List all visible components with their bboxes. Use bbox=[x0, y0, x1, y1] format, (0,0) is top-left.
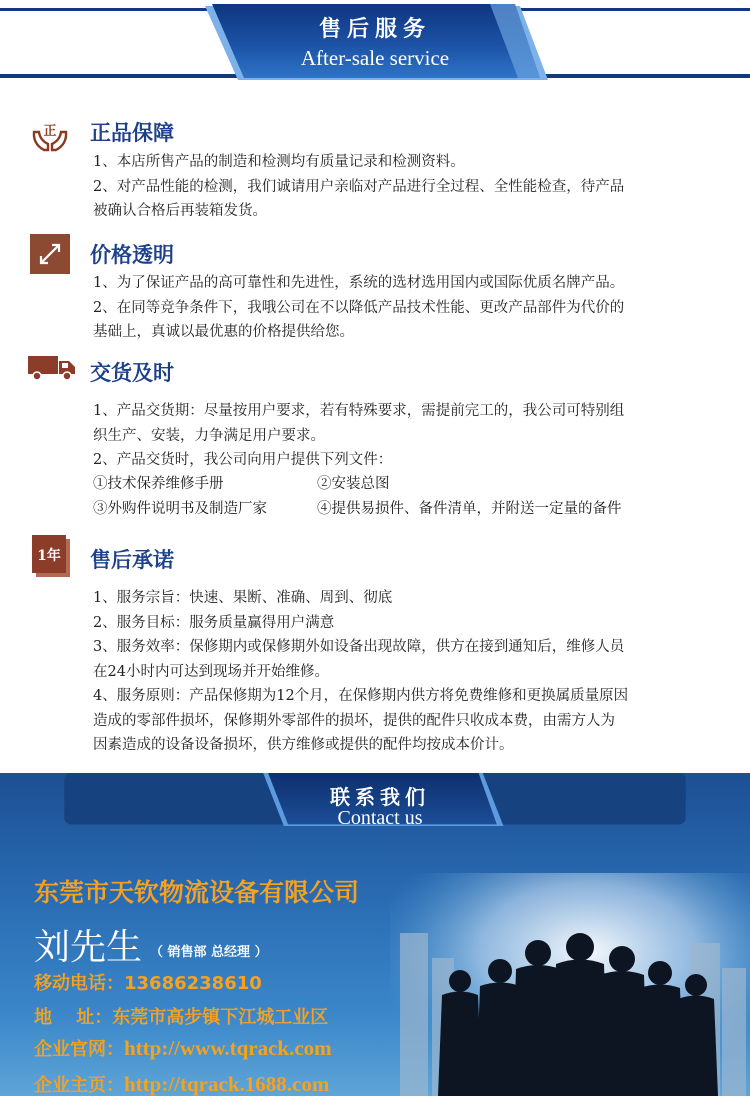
calendar-icon-text: 1年 bbox=[37, 548, 61, 564]
mobile-label: 移动电话： bbox=[34, 973, 124, 994]
shop-label: 企业主页： bbox=[34, 1075, 124, 1096]
section-price bbox=[0, 234, 750, 344]
paragraph-line: 2、服务目标：服务质量赢得用户满意 bbox=[93, 614, 335, 631]
document-item: ③外购件说明书及制造厂家 bbox=[93, 500, 267, 517]
address-row bbox=[34, 1003, 328, 1029]
contact-role: （ 销售部 总经理 ） bbox=[150, 945, 268, 960]
paragraph-line: 1、为了保证产品的高可靠性和先进性，系统的选材选用国内或国际优质名牌产品。 bbox=[93, 275, 625, 291]
header-title: 售后服务 bbox=[318, 16, 431, 42]
list-item bbox=[93, 472, 713, 497]
website-link[interactable]: http://www.tqrack.com bbox=[124, 1036, 332, 1060]
address-label: 地 址： bbox=[34, 1007, 113, 1028]
delivery-truck-icon bbox=[28, 352, 78, 382]
website-row bbox=[34, 1035, 332, 1061]
paragraph-line: 1、服务宗旨：快速、果断、准确、周到、彻底 bbox=[93, 590, 393, 606]
price-arrow-icon bbox=[30, 234, 70, 274]
shop-row bbox=[34, 1071, 329, 1096]
document-item: ②安装总图 bbox=[317, 476, 390, 492]
contact-title: 联系我们 bbox=[330, 785, 430, 809]
paragraph-line: 3、服务效率：保修期内或保修期外如设备出现故障，供方在接到通知后，维修人员 bbox=[93, 639, 625, 655]
one-year-calendar-icon bbox=[32, 535, 70, 577]
section-body bbox=[93, 399, 723, 473]
address-value: 东莞市高步镇下江城工业区 bbox=[112, 1007, 329, 1028]
list-item bbox=[93, 497, 713, 522]
paragraph-line: 被确认合格后再装箱发货。 bbox=[93, 203, 267, 219]
website-label: 企业官网： bbox=[34, 1039, 124, 1060]
mobile-row bbox=[34, 969, 262, 995]
paragraph-line: 1、本店所售产品的制造和检测均有质量记录和检测资料。 bbox=[93, 154, 465, 170]
header-banner bbox=[0, 0, 750, 84]
section-delivery bbox=[0, 350, 750, 525]
section-genuine bbox=[0, 112, 750, 227]
paragraph-line: 2、对产品性能的检测，我们诚请用户亲临对产品进行全过程、全性能检查，待产品 bbox=[93, 178, 625, 195]
section-body bbox=[93, 150, 723, 224]
paragraph-line: 织生产、安装，力争满足用户要求。 bbox=[93, 427, 325, 444]
section-title: 正品保障 bbox=[90, 121, 174, 145]
paragraph-line: 4、服务原则：产品保修期为12个月，在保修期内供方将免费维修和更换属质量原因 bbox=[93, 688, 629, 704]
contact-subtitle: Contact us bbox=[337, 807, 423, 829]
paragraph-line: 在24小时内可达到现场并开始维修。 bbox=[93, 663, 329, 680]
shop-link[interactable]: http://tqrack.1688.com bbox=[124, 1072, 330, 1096]
paragraph-line: 基础上，真诚以最优惠的价格提供给您。 bbox=[93, 324, 354, 340]
contact-person: 刘先生 bbox=[34, 927, 143, 968]
paragraph-line: 因素造成的设备设备损坏，供方维修或提供的配件均按成本价计。 bbox=[93, 737, 514, 753]
paragraph-line: 2、产品交货时，我公司向用户提供下列文件： bbox=[93, 452, 393, 468]
document-item: ①技术保养维修手册 bbox=[93, 476, 224, 492]
section-title: 售后承诺 bbox=[90, 548, 174, 572]
genuine-hands-icon bbox=[30, 114, 70, 154]
document-list bbox=[93, 472, 713, 521]
section-body bbox=[93, 271, 723, 345]
paragraph-line: 2、在同等竞争条件下，我哦公司在不以降低产品技术性能、更改产品部件为代价的 bbox=[93, 299, 625, 316]
paragraph-line: 造成的零部件损坏，保修期外零部件的损坏，提供的配件只收成本费，由需方人为 bbox=[93, 712, 615, 729]
section-title: 价格透明 bbox=[90, 243, 174, 267]
document-item: ④提供易损件、备件清单，并附送一定量的备件 bbox=[317, 500, 622, 517]
section-body bbox=[93, 586, 723, 758]
mobile-number[interactable]: 13686238610 bbox=[124, 973, 262, 994]
paragraph-line: 1、产品交货期：尽量按用户要求，若有特殊要求，需提前完工的，我公司可特别组 bbox=[93, 403, 625, 419]
contact-panel bbox=[0, 773, 750, 1096]
section-warranty bbox=[0, 535, 750, 760]
section-title: 交货及时 bbox=[90, 361, 174, 385]
header-subtitle: After-sale service bbox=[300, 46, 450, 70]
genuine-icon-text: 正 bbox=[43, 124, 57, 139]
company-name: 东莞市天钦物流设备有限公司 bbox=[34, 878, 360, 907]
business-team-silhouette-icon bbox=[390, 873, 750, 1096]
